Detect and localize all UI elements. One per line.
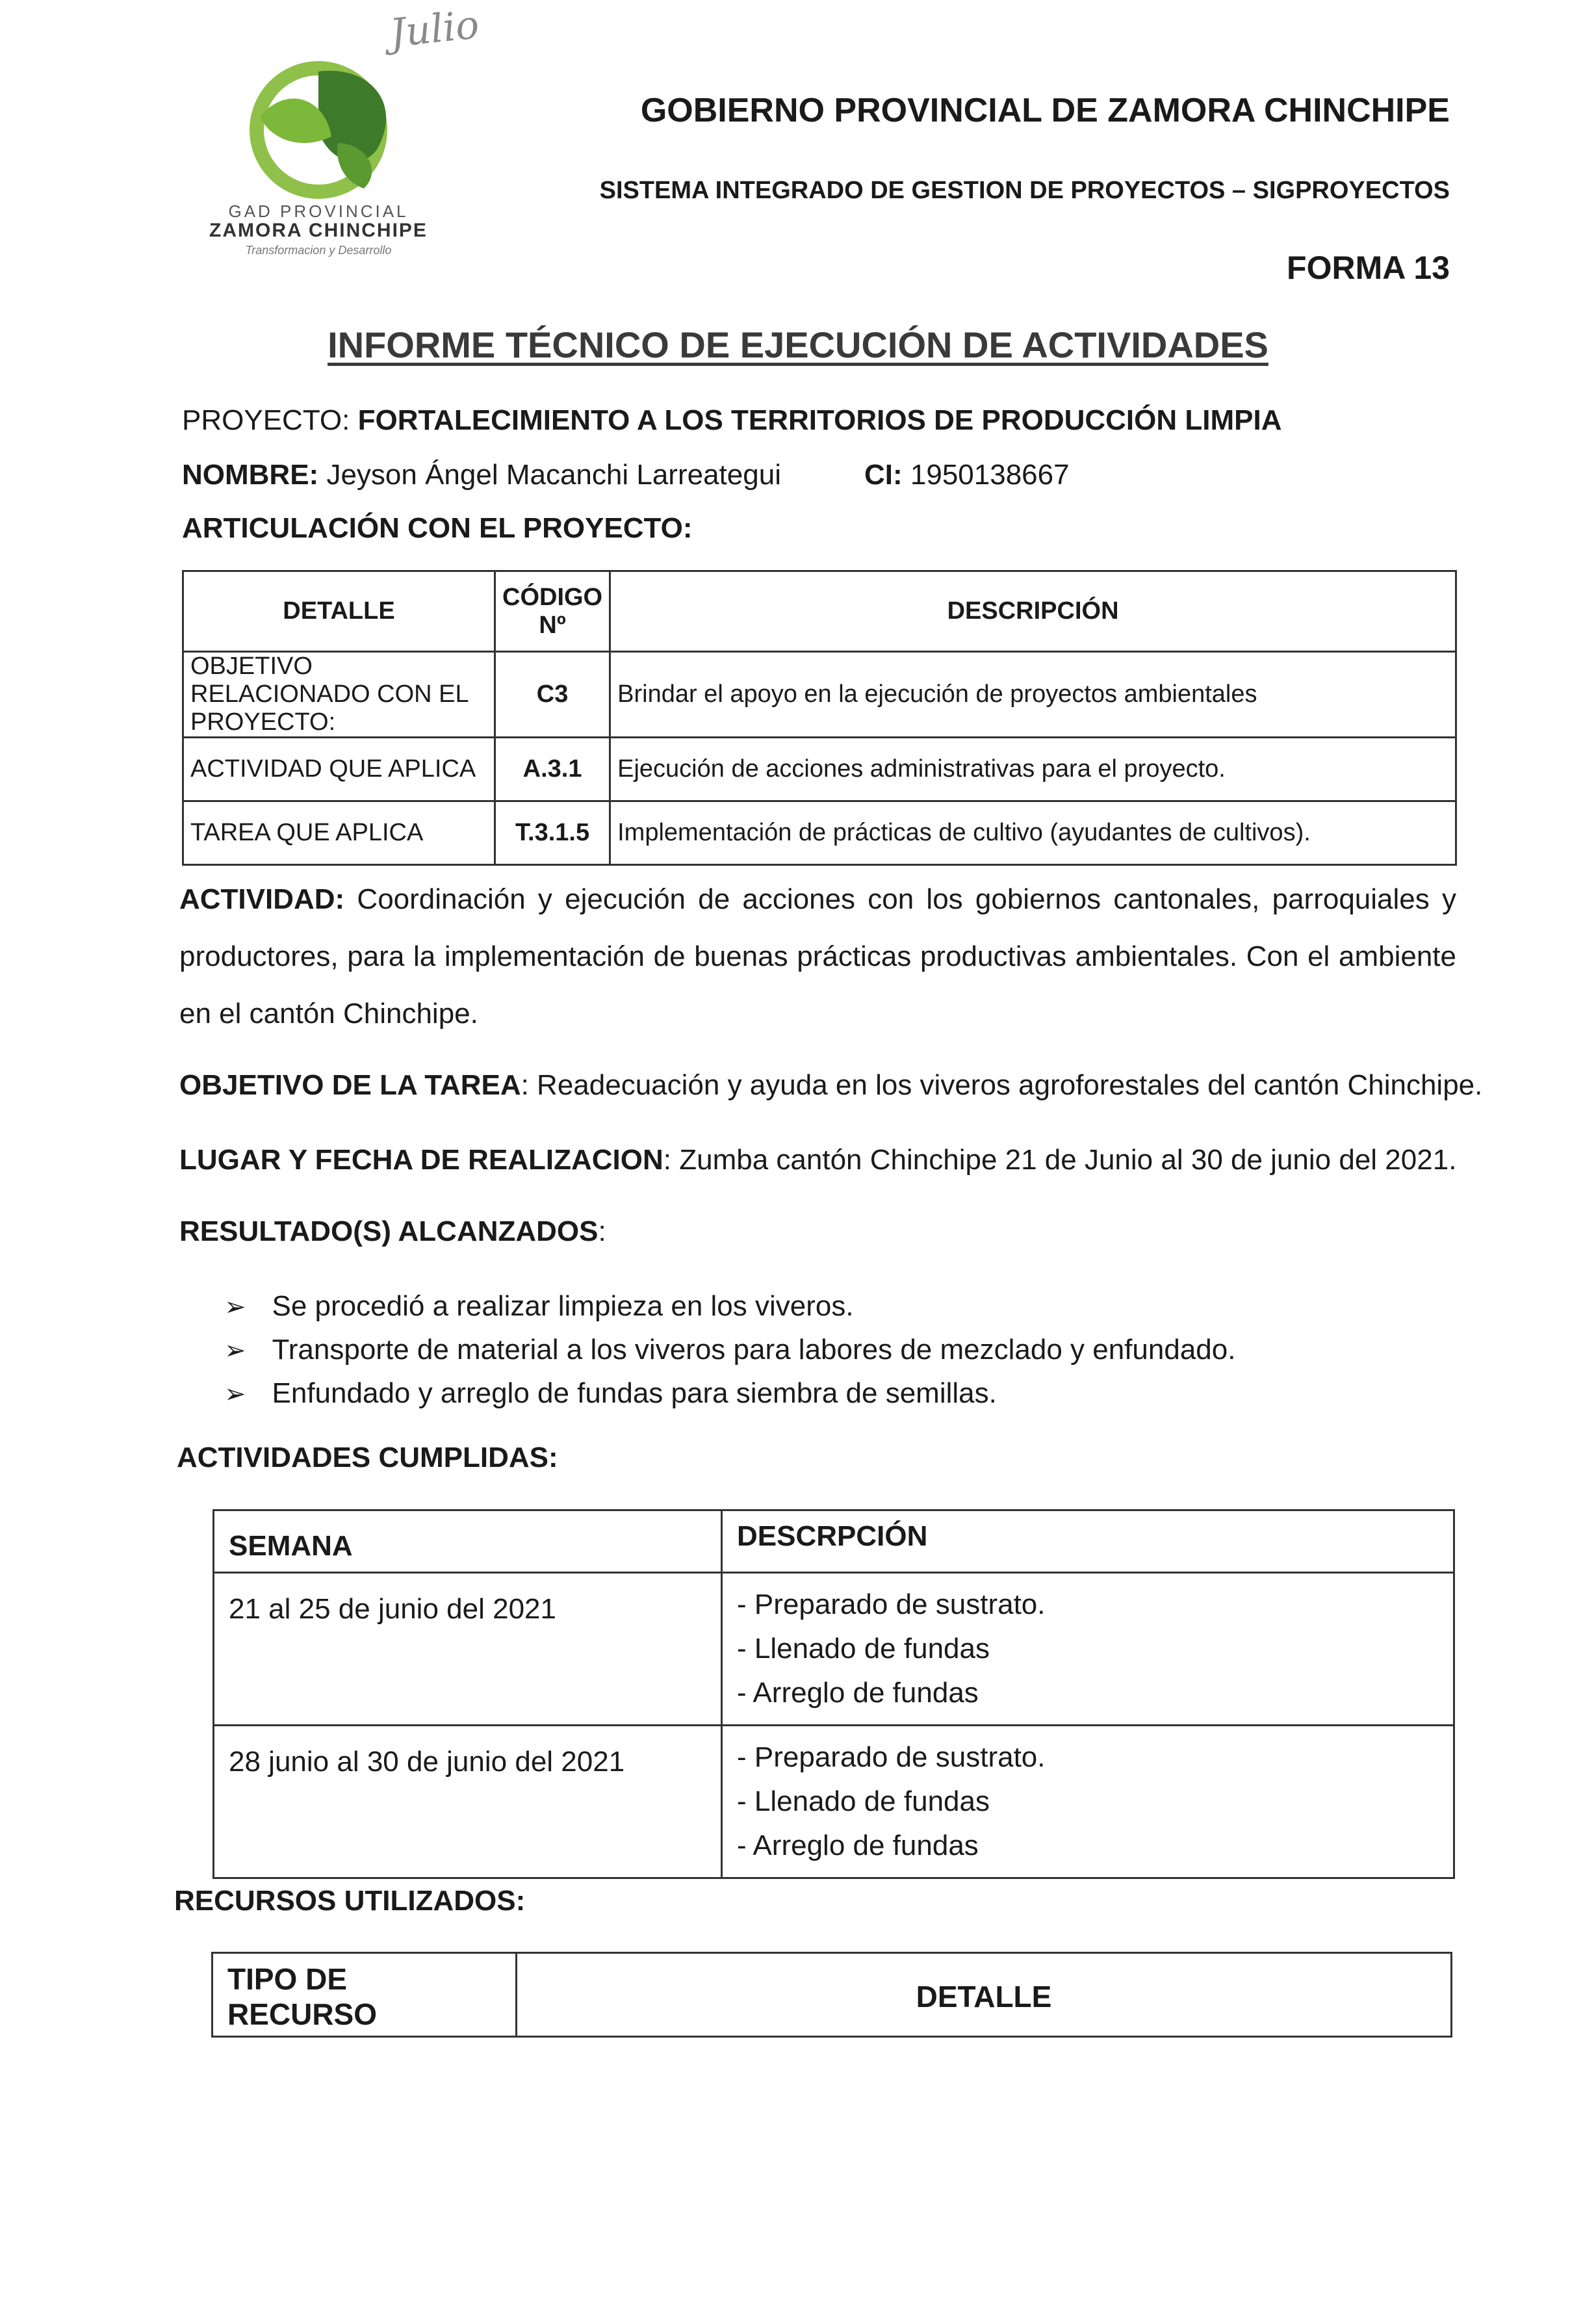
header-detalle: DETALLE (183, 571, 495, 652)
ci-label: CI: (864, 459, 903, 491)
cell-detalle: ACTIVIDAD QUE APLICA (183, 738, 495, 801)
header-descripcion: DESCRPCIÓN (722, 1510, 1454, 1573)
logo-text-gad: GAD PROVINCIAL (228, 201, 409, 221)
logo-text-tagline: Transformacion y Desarrollo (245, 244, 392, 257)
cell-detalle: OBJETIVO RELACIONADO CON EL PROYECTO: (183, 652, 495, 738)
resultados-colon: : (598, 1215, 606, 1247)
descripcion-item: - Preparado de sustrato. (737, 1588, 1046, 1620)
header-detalle: DETALLE (517, 1953, 1452, 2037)
header-descripcion: DESCRIPCIÓN (610, 571, 1456, 652)
list-item (224, 1290, 854, 1323)
objetivo-label: OBJETIVO DE LA TAREA (179, 1069, 521, 1101)
nombre-value: Jeyson Ángel Macanchi Larreategui (326, 459, 781, 491)
header-tipo-recurso: TIPO DE RECURSO (212, 1953, 517, 2037)
header-codigo-line2: Nº (539, 611, 566, 639)
descripcion-item: - Llenado de fundas (737, 1785, 990, 1817)
nombre-line (182, 459, 781, 491)
table-row (214, 1726, 1454, 1878)
cell-semana: 28 junio al 30 de junio del 2021 (214, 1726, 722, 1878)
handwritten-annotation: Julio (387, 2, 482, 57)
actividad-paragraph (179, 871, 1456, 1043)
actividades-cumplidas-label: ACTIVIDADES CUMPLIDAS: (177, 1442, 558, 1473)
cell-codigo: C3 (495, 652, 610, 738)
articulacion-table (182, 570, 1457, 866)
descripcion-item: - Llenado de fundas (737, 1633, 990, 1665)
cell-descripcion: Ejecución de acciones administrativas para el proyecto. (610, 738, 1456, 801)
logo-text-province: ZAMORA CHINCHIPE (209, 220, 428, 241)
leaf-logo-icon (208, 45, 429, 201)
cell-descripcion (722, 1726, 1454, 1878)
cell-descripcion: Implementación de prácticas de cultivo (ayudantes de cultivos). (610, 801, 1456, 865)
table-row (183, 738, 1456, 801)
recursos-table (211, 1952, 1452, 2038)
government-title: GOBIERNO PROVINCIAL DE ZAMORA CHINCHIPE (640, 92, 1450, 129)
lugar-label: LUGAR Y FECHA DE REALIZACION (179, 1144, 663, 1176)
list-item (224, 1377, 997, 1410)
system-subtitle: SISTEMA INTEGRADO DE GESTION DE PROYECTOS – SIGPROYECTOS (599, 177, 1450, 204)
cell-codigo: T.3.1.5 (495, 801, 610, 865)
table-row (183, 652, 1456, 738)
ci-line (864, 459, 1070, 491)
proyecto-label: PROYECTO: (182, 404, 350, 436)
arrow-bullet-icon: ➢ (224, 1336, 246, 1365)
objetivo-line (179, 1069, 1482, 1102)
descripcion-item: - Preparado de sustrato. (737, 1741, 1046, 1773)
list-item-text: Transporte de material a los viveros para labores de mezclado y enfundado. (272, 1334, 1236, 1366)
list-item (224, 1334, 1235, 1366)
proyecto-line (182, 404, 1281, 437)
arrow-bullet-icon: ➢ (224, 1380, 246, 1408)
report-title: INFORME TÉCNICO DE EJECUCIÓN DE ACTIVIDADES (328, 324, 1268, 365)
resultados-label: RESULTADO(S) ALCANZADOS (179, 1215, 598, 1247)
table-header-row (212, 1953, 1452, 2037)
actividad-label: ACTIVIDAD: (179, 883, 345, 915)
ci-value: 1950138667 (910, 459, 1070, 491)
cell-descripcion: Brindar el apoyo en la ejecución de proyectos ambientales (610, 652, 1456, 738)
list-item-text: Enfundado y arreglo de fundas para siembra de semillas. (272, 1377, 997, 1409)
table-header-row (214, 1510, 1454, 1573)
cell-semana: 21 al 25 de junio del 2021 (214, 1573, 722, 1726)
lugar-line (179, 1144, 1456, 1176)
cell-descripcion (722, 1573, 1454, 1726)
objetivo-text: : Readecuación y ayuda en los viveros agroforestales del cantón Chinchipe. (521, 1069, 1483, 1101)
descripcion-item: - Arreglo de fundas (737, 1677, 979, 1709)
actividades-table (212, 1509, 1455, 1879)
table-row (214, 1573, 1454, 1726)
cell-codigo: A.3.1 (495, 738, 610, 801)
arrow-bullet-icon: ➢ (224, 1293, 246, 1321)
articulacion-label: ARTICULACIÓN CON EL PROYECTO: (182, 512, 693, 544)
table-header-row (183, 571, 1456, 652)
cell-detalle: TAREA QUE APLICA (183, 801, 495, 865)
actividad-text: Coordinación y ejecución de acciones con los gobiernos cantonales, parroquiales y productores, para la implementación de buenas prácticas productivas ambientales. Con el ambiente en el cantón Chinchipe. (179, 883, 1456, 1030)
resultados-line (179, 1215, 606, 1248)
nombre-label: NOMBRE: (182, 459, 319, 491)
recursos-label: RECURSOS UTILIZADOS: (174, 1885, 526, 1917)
table-row (183, 801, 1456, 865)
form-number: FORMA 13 (1287, 250, 1450, 286)
proyecto-value: FORTALECIMIENTO A LOS TERRITORIOS DE PRODUCCIÓN LIMPIA (357, 404, 1282, 436)
header-codigo (495, 571, 610, 652)
header-semana: SEMANA (214, 1510, 722, 1573)
gad-logo (195, 45, 442, 260)
lugar-text: : Zumba cantón Chinchipe 21 de Junio al 30 de junio del 2021. (663, 1144, 1457, 1176)
list-item-text: Se procedió a realizar limpieza en los viveros. (272, 1290, 854, 1322)
descripcion-item: - Arreglo de fundas (737, 1830, 979, 1861)
header-codigo-line1: CÓDIGO (502, 583, 603, 611)
